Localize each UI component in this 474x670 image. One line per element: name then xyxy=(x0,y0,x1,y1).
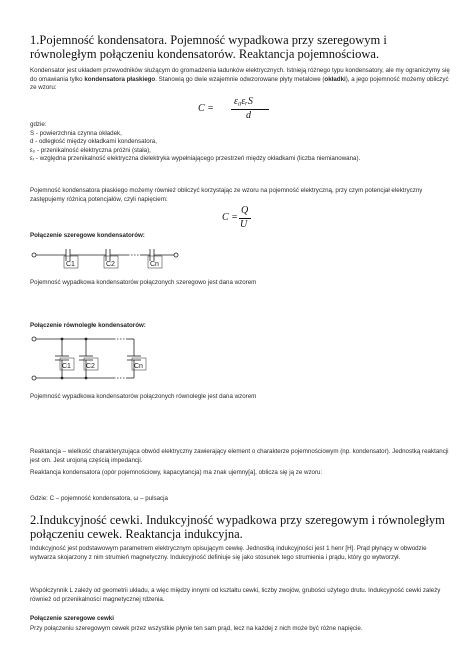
def-item: ε₀ - przenikalność elektryczna próżni (stała), xyxy=(30,146,151,154)
parallel-cap-label: C1 xyxy=(62,363,71,370)
def-item: d - odległość między okładkami kondensatora, xyxy=(30,138,157,146)
intro-paragraph xyxy=(30,67,450,93)
formula1-denominator: d xyxy=(246,110,251,121)
terminal-bottom xyxy=(32,376,36,380)
intro-text-a: Kondensator jest układem przewodników służącym do gromadzenia ładunków elektrycznych. Istnieją różnego typu kondensatory, ale my ograniczymy się do omawiania tylko xyxy=(30,67,450,83)
series-circuit-diagram xyxy=(30,246,180,272)
inductance-paragraph: Indukcyjność jest podstawowym parametrem elektrycznym opisującym cewkę. Jednostką indukcyjności jest 1 henr [H]. Prąd płynący w obwodzie wytwarza skojarzony z nim strumień magnetyczny. Indukcyjność definiuje się jako stosunek tego strumienia i prądu, który go wytworzył. xyxy=(30,545,427,561)
junction-dot xyxy=(61,338,64,341)
inductance-factors-paragraph: Współczynnik L zależy od geometrii układu, a więc między innymi od kształtu cewki, liczby zwojów, grubości użytego drutu. Indukcyjność cewki zależy również od przenikalności magnetycznej rdzenia. xyxy=(30,587,441,603)
def-item: S - powierzchnia czynna okładek, xyxy=(30,129,122,137)
coil-series-text: Przy połączeniu szeregowym cewek przez wszystkie płynie ten sam prąd, lecz na każdej z nich może być różne napięcie. xyxy=(30,625,363,632)
series-cap-label: Cn xyxy=(150,261,159,268)
reactance-capacitor: Reaktancja kondensatora (opór pojemnościowy, kapacytancja) ma znak ujemny[a], oblicza się ją ze wzoru: xyxy=(30,469,323,476)
section2-heading: 2.Indukcyjność cewki. Indukcyjność wypadkowa przy szeregowym i równoległym połączeniu cewek. Reaktancja indukcyjna. xyxy=(30,513,445,541)
series-note: Pojemność wypadkowa kondensatorów połączonych szeregowo jest dana wzorem xyxy=(30,279,257,286)
intro-text-c: ), a jego pojemność możemy obliczyć ze wzoru: xyxy=(30,75,449,92)
formula1-numerator: ε₀εᵣS xyxy=(234,96,253,107)
series-cap-label: C2 xyxy=(106,261,115,268)
parallel-circuit-diagram xyxy=(30,331,180,387)
terminal-right xyxy=(174,253,178,257)
series-title: Połączenie szeregowe kondensatorów: xyxy=(30,232,145,239)
reactance-where: Gdzie: C – pojemność kondensatora, ω – pulsacja xyxy=(30,495,168,502)
parallel-cap-label: C2 xyxy=(86,363,95,370)
junction-dot xyxy=(85,377,88,380)
parallel-title: Połączenie równoległe kondensatorów: xyxy=(30,322,146,329)
parallel-note: Pojemność wypadkowa kondensatorów połączonych równolegle jest dana wzorem xyxy=(30,393,257,400)
reactance-definition: Reaktancja – wielkość charakteryzująca obwód elektryczny zawierający element o charakterze pojemnościowym (np. kondensator). Jednostką reaktancji jest om. Jest urojoną częścią impedancji. xyxy=(30,448,449,464)
intro-bold-term: kondensatora płaskiego xyxy=(84,75,156,83)
formula2-denominator: U xyxy=(240,219,248,230)
series-cap-label: C1 xyxy=(66,261,75,268)
formula1-lhs: C = xyxy=(198,103,214,114)
intro-text-b: . Stanowią go dwie wzajemnie odwzorowane płyty metalowe ( xyxy=(155,75,325,83)
intro-bold-term-2: okładki xyxy=(324,75,346,83)
def-item: εᵣ - względna przenikalność elektryczna dielektryka wypełniającego przestrzeń między okładkami (liczba niemianowana). xyxy=(30,155,361,163)
section1-heading: 1.Pojemność kondensatora. Pojemność wypadkowa przy szeregowym i równoległym połączeniu kondensatorów. Reaktancja pojemnościowa. xyxy=(30,33,387,61)
terminal-top xyxy=(32,337,36,341)
formula2-lhs: C = xyxy=(222,212,238,223)
para-capacitance-voltage: Pojemność kondensatora płaskiego możemy również obliczyć korzystając ze wzoru na pojemność elektryczną, przy czym potencjał elektryczny zastępujemy różnicą potencjałów, czyli napięciem: xyxy=(30,187,423,203)
junction-dot xyxy=(61,377,64,380)
terminal-left xyxy=(32,253,36,257)
formula-capacitance-plate xyxy=(198,96,278,124)
parallel-cap-label: Cn xyxy=(134,363,143,370)
formula2-numerator: Q xyxy=(241,205,249,216)
definitions-block xyxy=(30,121,450,164)
formula-capacitance-qu xyxy=(222,206,262,232)
where-label: gdzie: xyxy=(30,121,47,128)
coil-series-title: Połączenie szeregowe cewki xyxy=(30,615,114,622)
junction-dot xyxy=(85,338,88,341)
